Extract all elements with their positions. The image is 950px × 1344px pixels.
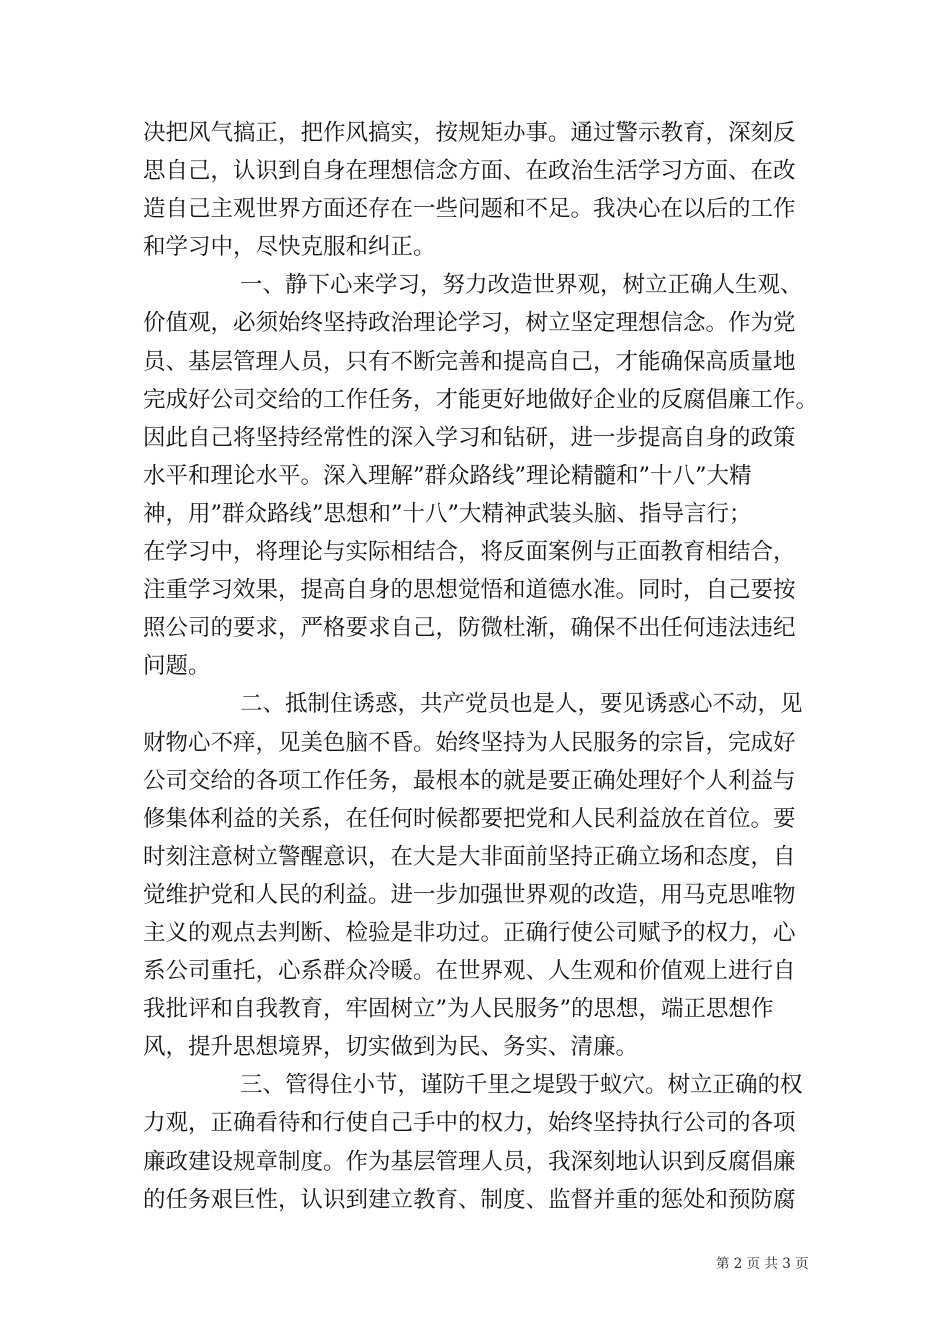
- text-line: 风，提升思想境界，切实做到为民、务实、清廉。: [143, 1034, 639, 1061]
- text-line: 觉维护党和人民的利益。进一步加强世界观的改造，用马克思唯物: [143, 881, 796, 908]
- text-line: 神，用”群众路线”思想和”十八”大精神武装头脑、指导言行；: [143, 500, 752, 527]
- document-body: [143, 114, 819, 1219]
- text-line: 造自己主观世界方面还存在一些问题和不足。我决心在以后的工作: [143, 196, 796, 223]
- text-line: 廉政建设规章制度。作为基层管理人员，我深刻地认识到反腐倡廉: [143, 1148, 796, 1175]
- text-line: 员、基层管理人员，只有不断完善和提高自己，才能确保高质量地: [143, 348, 796, 375]
- text-line: 二、抵制住诱惑，共产党员也是人，要见诱惑心不动，见: [240, 691, 803, 718]
- text-line: 价值观，必须始终坚持政治理论学习，树立坚定理想信念。作为党: [143, 310, 796, 337]
- text-line: 公司交给的各项工作任务，最根本的就是要正确处理好个人利益与: [143, 767, 796, 794]
- text-line: 财物心不痒，见美色脑不昏。始终坚持为人民服务的宗旨，完成好: [143, 729, 796, 756]
- text-line: 系公司重托，心系群众冷暖。在世界观、人生观和价值观上进行自: [143, 958, 796, 985]
- text-line: 修集体利益的关系，在任何时候都要把党和人民利益放在首位。要: [143, 805, 796, 832]
- text-line: 的任务艰巨性，认识到建立教育、制度、监督并重的惩处和预防腐: [143, 1186, 796, 1213]
- text-line: 力观，正确看待和行使自己手中的权力，始终坚持执行公司的各项: [143, 1110, 796, 1137]
- text-line: 思自己，认识到自身在理想信念方面、在政治生活学习方面、在改: [143, 158, 796, 185]
- text-line: 三、管得住小节，谨防千里之堤毁于蚁穴。树立正确的权: [240, 1072, 803, 1099]
- text-line: 照公司的要求，严格要求自己，防微杜渐，确保不出任何违法违纪: [143, 615, 796, 642]
- page-footer: 第 2 页 共 3 页: [716, 1256, 809, 1272]
- text-line: 注重学习效果，提高自身的思想觉悟和道德水准。同时，自己要按: [143, 577, 796, 604]
- text-line: 在学习中，将理论与实际相结合，将反面案例与正面教育相结合，: [143, 539, 796, 566]
- text-line: 主义的观点去判断、检验是非功过。正确行使公司赋予的权力，心: [143, 919, 796, 946]
- text-line: 问题。: [143, 653, 211, 680]
- text-line: 因此自己将坚持经常性的深入学习和钻研，进一步提高自身的政策: [143, 424, 796, 451]
- text-line: 一、静下心来学习，努力改造世界观，树立正确人生观、: [240, 272, 803, 299]
- text-line: 和学习中，尽快克服和纠正。: [143, 234, 436, 261]
- text-line: 水平和理论水平。深入理解”群众路线”理论精髓和”十八”大精: [143, 462, 752, 489]
- text-line: 决把风气搞正，把作风搞实，按规矩办事。通过警示教育，深刻反: [143, 120, 796, 146]
- text-line: 完成好公司交给的工作任务，才能更好地做好企业的反腐倡廉工作。: [143, 386, 819, 413]
- text-line: 我批评和自我教育，牢固树立”为人民服务”的思想，端正思想作: [143, 996, 774, 1023]
- text-line: 时刻注意树立警醒意识，在大是大非面前坚持正确立场和态度，自: [143, 843, 796, 870]
